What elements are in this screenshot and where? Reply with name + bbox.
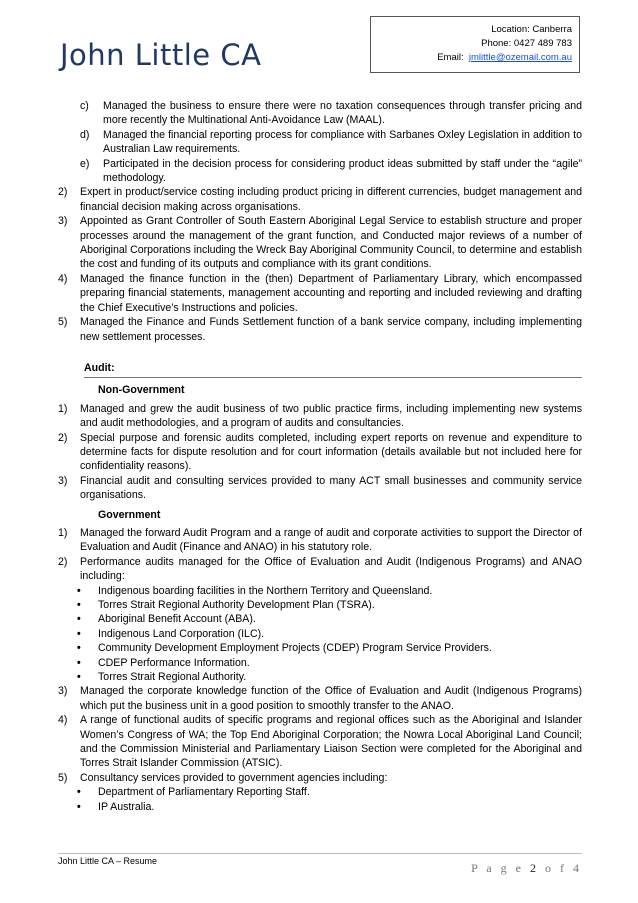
list-text: Managed the forward Audit Program and a range of audit and corporate activities to support the Director of Evaluation and Audit (Finance and ANAO) in his statutory role. (80, 526, 582, 554)
bullet-item (58, 612, 582, 626)
section-heading-audit: Audit: (84, 361, 582, 378)
resume-body (58, 99, 582, 814)
bullet-text: Aboriginal Benefit Account (ABA). (98, 613, 256, 626)
sub-list (58, 99, 582, 185)
list-item (58, 684, 582, 713)
email-link[interactable]: jmlittle@ozemail.com.au (468, 52, 572, 63)
bullet-item (58, 656, 582, 670)
bullet-text: Torres Strait Regional Authority Development Plan (TSRA). (98, 599, 375, 611)
bullet-item (58, 641, 582, 655)
list-label: 4) (58, 714, 68, 727)
bullet-item (58, 785, 582, 799)
list-text: Financial audit and consulting services provided to many ACT small businesses and community service organisations. (80, 474, 582, 502)
list-text: Managed the business to ensure there were no taxation consequences through transfer pricing and more recently the Multinational Anti-Avoidance Law (MAAL). (103, 100, 582, 127)
page-total: o f 4 (545, 861, 582, 875)
list-text: A range of functional audits of specific programs and regional offices such as the Aboriginal and Islander Women’s Congress of WA; the Top End Aboriginal Corporation; the Nowra Local Aboriginal Land Council; and the Commission Ministerial and Parliamentary Liaison Section were completed for the Aboriginal and Torres Strait Islander Commission (ATSIC). (80, 714, 582, 770)
list-text: Managed the Finance and Funds Settlement function of a bank service company, including implementing new settlement processes. (80, 316, 582, 343)
contact-box (370, 16, 580, 73)
page-number (471, 861, 582, 876)
list-item (58, 272, 582, 315)
page-current: 2 (530, 861, 539, 875)
bullet-text: Community Development Employment Projects (CDEP) Program Service Providers. (98, 642, 492, 655)
list-item (58, 128, 582, 157)
bullet-icon: • (77, 656, 81, 669)
footer-title: John Little CA – Resume (58, 856, 158, 866)
list-label: e) (80, 157, 90, 170)
list-text: Expert in product/service costing including product pricing in different currencies, budget management and financial decision making across organisations. (80, 186, 582, 213)
government-list (58, 526, 582, 814)
list-item (58, 185, 582, 214)
bullet-text: IP Australia. (98, 800, 155, 813)
list-item (58, 555, 582, 584)
list-label: c) (80, 100, 89, 112)
list-label: 1) (58, 526, 68, 539)
list-text: Managed the financial reporting process for compliance with Sarbanes Oxley Legislation in addition to Australian Law requirements. (103, 128, 582, 156)
bullet-item (58, 584, 582, 598)
list-item (58, 402, 582, 431)
email-label: Email: (437, 52, 464, 63)
list-item (58, 713, 582, 771)
bullet-icon: • (77, 671, 81, 684)
list-text: Managed the finance function in the (then) Department of Parliamentary Library, which encompassed preparing financial statements, management accounting and reporting and included reviewing and drafting the Chief Executive’s Instructions and policies. (80, 272, 582, 314)
experience-list (58, 185, 582, 343)
location-text: Location: Canberra (491, 24, 572, 35)
list-label: 2) (58, 186, 68, 199)
subheading-government: Government (98, 508, 161, 521)
list-item (58, 157, 582, 186)
list-label: 2) (58, 431, 68, 444)
bullet-text: Indigenous Land Corporation (ILC). (98, 627, 265, 640)
bullet-item (58, 627, 582, 641)
footer-divider (58, 853, 582, 854)
list-item (58, 315, 582, 344)
list-label: 5) (58, 771, 68, 784)
bullet-icon: • (77, 800, 81, 813)
bullet-icon: • (77, 584, 81, 597)
bullet-text: CDEP Performance Information. (98, 656, 250, 669)
bullet-item (58, 670, 582, 684)
bullet-text: Torres Strait Regional Authority. (98, 671, 247, 684)
bullet-icon: • (77, 786, 81, 799)
list-item (58, 474, 582, 503)
bullet-icon: • (77, 627, 81, 640)
list-text: Consultancy services provided to government agencies including: (80, 771, 388, 784)
list-label: 4) (58, 272, 68, 285)
email-line (375, 51, 572, 65)
list-item (58, 771, 582, 785)
list-text: Special purpose and forensic audits completed, including expert reports on revenue and expenditure to determine facts for dispute resolution and for court information (details available but not included here for confidentiality reasons). (80, 431, 582, 473)
non-government-list (58, 402, 582, 503)
phone-text: Phone: 0427 489 783 (481, 38, 572, 49)
bullet-item (58, 598, 582, 612)
bullet-item (58, 800, 582, 814)
list-label: 2) (58, 555, 68, 568)
list-item (58, 214, 582, 272)
page-title: John Little CA (60, 38, 262, 72)
bullet-icon: • (77, 613, 81, 626)
list-item (58, 526, 582, 555)
bullet-text: Department of Parliamentary Reporting Staff. (98, 786, 310, 799)
list-label: 5) (58, 316, 68, 329)
page-word: P a g e (471, 861, 524, 875)
bullet-text: Indigenous boarding facilities in the Northern Territory and Queensland. (98, 584, 433, 597)
subheading-non-government: Non-Government (98, 384, 185, 397)
list-label: 3) (58, 474, 68, 487)
bullet-icon: • (77, 599, 81, 611)
list-text: Participated in the decision process for considering product ideas submitted by staff under the “agile” methodology. (103, 157, 582, 185)
list-item (58, 431, 582, 474)
bullet-icon: • (77, 642, 81, 655)
list-text: Appointed as Grant Controller of South Eastern Aboriginal Legal Service to establish structure and proper processes around the management of the grant function, and Conducted major reviews of a number of Aboriginal Corporations including the Wreck Bay Aboriginal Community Council, to determine and establish the cost and funding of its outputs and compliance with its grant conditions. (80, 215, 582, 271)
list-label: 3) (58, 685, 68, 698)
list-label: 3) (58, 215, 68, 228)
list-text: Performance audits managed for the Office of Evaluation and Audit (Indigenous Programs) and ANAO including: (80, 555, 582, 583)
list-label: d) (80, 128, 90, 141)
list-label: 1) (58, 402, 68, 415)
list-text: Managed and grew the audit business of two public practice firms, including implementing new systems and audit methodologies, and a program of audits and consultancies. (80, 402, 582, 430)
list-text: Managed the corporate knowledge function of the Office of Evaluation and Audit (Indigenous Programs) which put the business unit in a good position to smoothly transfer to the ANAO. (80, 685, 582, 712)
list-item (58, 99, 582, 128)
